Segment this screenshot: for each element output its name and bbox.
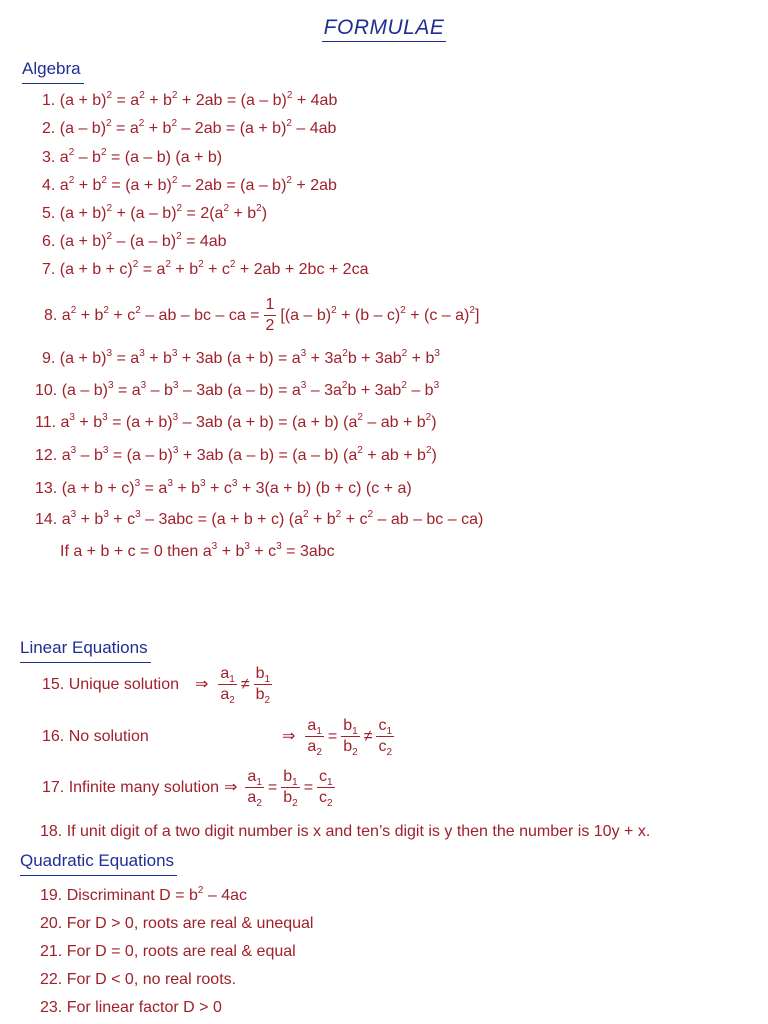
formula-11: 11. $a^3 + b^3 = (a + b)^3 - 3ab$ (a + b) = (a + b) ($a^2$ – ab + $b^2$): [35, 412, 437, 431]
formula-9: 9. $(a + b)^3 = a^3 + b^3 + 3ab$ $(a + b) = a^3 + 3a^2b + 3ab^2 + b^3$: [42, 348, 440, 367]
formula-15: 15. Unique solution ⇒ $\frac{a_1}{a_2}$ ≠ $\frac{b_1}{b_2}$: [42, 665, 271, 706]
formula-14: 14. $a^3 + b^3 + c^3 - 3abc = (a + b + c) (a^2 + b^2 + c^2$ – ab – bc – ca): [35, 509, 484, 528]
implies-arrow: ⇒: [282, 727, 296, 745]
section-heading-algebra: Algebra: [22, 59, 84, 84]
formula-2: 2. $(a - b)^2 = a^2 + b^2 - 2ab = (a + b)^2 - 4ab$: [42, 118, 337, 137]
formula-13: 13. $(a + b + c)^3 = a^3 + b^3 + c^3 + 3(a + b)$ (b + c) (c + a): [35, 478, 412, 497]
formula-16: 16. No solution ⇒ $\frac{a_1}{a_2}$ = $\frac{b_1}{b_2}$ ≠ $\frac{c_1}{c_2}$: [42, 717, 393, 758]
section-heading-linear-equations: Linear Equations: [20, 638, 151, 663]
formula-21: 21. For D = 0, roots are real & equal: [40, 943, 296, 960]
formula-6: 6. $(a + b)^2 - (a - b)^2 = 4ab$: [42, 231, 227, 250]
formula-18: 18. If unit digit of a two digit number is x and ten’s digit is y then the number is 10y + x.: [40, 823, 651, 840]
section-heading-quadratic-equations: Quadratic Equations: [20, 851, 177, 876]
implies-arrow: ⇒: [224, 778, 238, 796]
formula-20: 20. For D > 0, roots are real & unequal: [40, 915, 314, 932]
formula-8: 8. $a^2 + b^2 + c^2$ – ab – bc – ca = $\frac{1}{2}$ [(a – b)$^2$ + (b – c)$^2$ + (c – a)$^2$]: [44, 296, 480, 334]
formula-12: 12. $a^3 - b^3 = (a - b)^3 + 3ab$ (a – b) = (a – b) ($a^2$ + ab + $b^2$): [35, 445, 437, 464]
formula-23: 23. For linear factor D > 0: [40, 999, 222, 1016]
formula-14-note: If a + b + c = 0 then $a^3 + b^3 + c^3 = 3abc$: [60, 541, 335, 560]
formula-7: 7. $(a + b + c)^2 = a^2 + b^2 + c^2 + 2ab + 2bc + 2ca$: [42, 259, 369, 278]
page-title: FORMULAE: [0, 16, 768, 40]
formula-10: 10. $(a - b)^3 = a^3 - b^3 - 3ab$ $(a - b) = a^3 - 3a^2b + 3ab^2 - b^3$: [35, 380, 440, 399]
formula-3: 3. $a^2 - b^2 = (a - b) (a + b)$: [42, 147, 223, 166]
formula-17: 17. Infinite many solution ⇒ $\frac{a_1}{a_2}$ = $\frac{b_1}{b_2}$ = $\frac{c_1}{c_2}$: [42, 768, 333, 809]
formula-1: 1. $(a + b)^2 = a^2 + b^2 + 2ab = (a - b)^2 + 4ab$: [42, 90, 338, 109]
implies-arrow: ⇒: [194, 675, 209, 693]
fraction-one-half: $\frac{1}{2}$: [265, 296, 275, 334]
formula-19: 19. Discriminant $D = b^2 - 4ac$: [40, 885, 247, 904]
formula-22: 22. For D < 0, no real roots.: [40, 971, 237, 988]
formula-4: 4. $a^2 + b^2 = (a + b)^2 - 2ab = (a - b)^2 + 2ab$: [42, 175, 337, 194]
formula-5: 5. $(a + b)^2 + (a - b)^2 = 2(a^2 + b^2)$: [42, 203, 268, 222]
